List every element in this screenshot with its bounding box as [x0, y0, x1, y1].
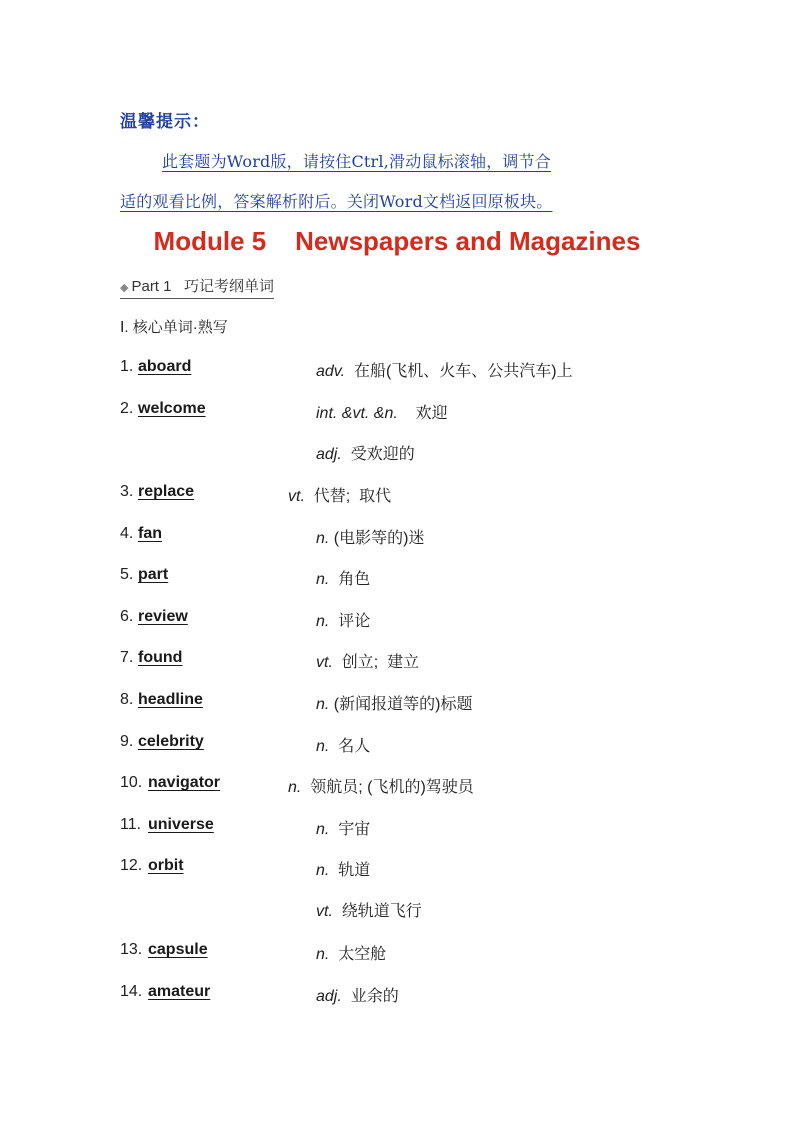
meaning: 角色 [329, 571, 371, 588]
part-of-speech: adj. [316, 446, 342, 463]
part-of-speech: vt. [316, 903, 333, 920]
vocab-row [0, 525, 794, 549]
meaning: 欢迎 [397, 405, 448, 422]
meaning: 宇宙 [329, 821, 371, 838]
part-of-speech: n. [316, 862, 330, 879]
vocab-definition [316, 941, 386, 964]
meaning: 评论 [329, 613, 371, 630]
vocab-definition [316, 983, 399, 1006]
vocab-number: 13. [120, 941, 143, 958]
meaning: 名人 [329, 738, 371, 755]
vocab-number: 6. [120, 608, 134, 625]
meaning: 受欢迎的 [341, 446, 415, 463]
vocab-word: navigator [148, 774, 221, 791]
meaning: 领航员; (飞机的)驾驶员 [301, 779, 474, 796]
part-of-speech: vt. [288, 488, 305, 505]
vocab-row [0, 774, 794, 798]
tip-heading: 温馨提示： [120, 112, 210, 132]
part-of-speech: adv. [316, 363, 346, 380]
vocab-definition [316, 649, 419, 672]
part-of-speech: n. [316, 613, 330, 630]
vocab-row [0, 941, 794, 965]
vocab-definition [316, 857, 370, 880]
part-of-speech: n. [316, 530, 330, 547]
vocab-word: found [138, 649, 183, 666]
tip-line-1: 此套题为Word版，请按住Ctrl,滑动鼠标滚轴，调节合 [162, 152, 552, 171]
vocab-row [0, 483, 794, 507]
vocab-definition [316, 566, 370, 589]
vocab-row [0, 649, 794, 673]
vocab-word: capsule [148, 941, 208, 958]
part-of-speech: n. [288, 779, 302, 796]
vocab-word: replace [138, 483, 195, 500]
part-of-speech: adj. [316, 988, 342, 1005]
vocab-word: universe [148, 816, 214, 833]
vocab-definition [316, 400, 448, 423]
vocab-number: 10. [120, 774, 143, 791]
vocab-definition [316, 525, 424, 548]
part-of-speech: n. [316, 696, 330, 713]
vocab-number: 14. [120, 983, 143, 1000]
vocab-definition [288, 483, 391, 506]
vocab-number: 1. [120, 358, 134, 375]
vocab-number: 5. [120, 566, 134, 583]
vocab-number: 3. [120, 483, 134, 500]
vocab-definition [316, 441, 415, 464]
vocab-definition [316, 608, 370, 631]
vocab-row [0, 816, 794, 840]
meaning: 代替; 取代 [304, 488, 392, 505]
vocab-row [0, 898, 794, 922]
vocab-row [0, 983, 794, 1007]
vocab-row [0, 441, 794, 465]
meaning: (新闻报道等的)标题 [329, 696, 473, 713]
vocab-row [0, 691, 794, 715]
vocab-row [0, 608, 794, 632]
module-title: Module 5 Newspapers and Magazines [153, 226, 641, 256]
meaning: 在船(飞机、火车、公共汽车)上 [345, 363, 573, 380]
part-of-speech: n. [316, 946, 330, 963]
part-of-speech: n. [316, 821, 330, 838]
part-of-speech: n. [316, 571, 330, 588]
vocab-word: part [138, 566, 169, 583]
part-of-speech: n. [316, 738, 330, 755]
vocab-word: aboard [138, 358, 192, 375]
vocab-number: 7. [120, 649, 134, 666]
part-of-speech: int. &vt. &n. [316, 405, 398, 422]
vocab-row [0, 400, 794, 424]
diamond-bullet-icon: ◆ [120, 282, 129, 294]
vocab-word: celebrity [138, 733, 204, 750]
vocab-definition [316, 358, 573, 381]
vocab-definition [316, 816, 370, 839]
vocab-row [0, 358, 794, 382]
vocab-word: welcome [138, 400, 206, 417]
vocab-number: 11. [120, 816, 142, 833]
vocab-definition [288, 774, 474, 797]
vocab-number: 4. [120, 525, 134, 542]
vocab-word: headline [138, 691, 203, 708]
vocab-row [0, 566, 794, 590]
part-of-speech: vt. [316, 654, 333, 671]
vocab-word: orbit [148, 857, 184, 874]
vocab-definition [316, 691, 472, 714]
vocab-number: 12. [120, 857, 143, 874]
vocab-row [0, 857, 794, 881]
meaning: 业余的 [341, 988, 399, 1005]
meaning: 创立; 建立 [332, 654, 420, 671]
tip-line-2: 适的观看比例，答案解析附后。关闭Word文档返回原板块。 [120, 192, 553, 211]
vocab-definition [316, 733, 370, 756]
meaning: 绕轨道飞行 [332, 903, 422, 920]
vocab-number: 9. [120, 733, 134, 750]
meaning: 太空舱 [329, 946, 387, 963]
vocab-word: fan [138, 525, 162, 542]
meaning: (电影等的)迷 [329, 530, 425, 547]
part-label [120, 275, 274, 299]
vocab-word: review [138, 608, 188, 625]
vocab-word: amateur [148, 983, 211, 1000]
vocab-definition [316, 898, 422, 921]
vocab-number: 2. [120, 400, 134, 417]
section-heading: Ⅰ. 核心单词·熟写 [120, 319, 228, 336]
vocab-row [0, 733, 794, 757]
meaning: 轨道 [329, 862, 371, 879]
part-label-text: Part 1 巧记考纲单词 [131, 278, 274, 295]
vocab-number: 8. [120, 691, 134, 708]
